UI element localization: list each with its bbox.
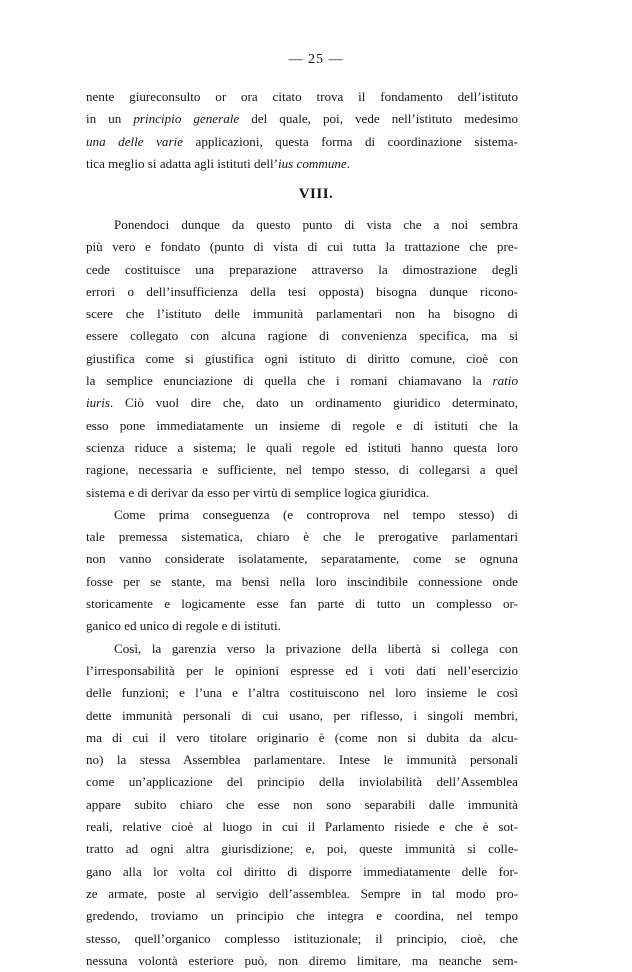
text-segment: delle funzioni; e l’una e l’altra costituiscono nel loro insieme le così — [86, 685, 518, 701]
text-segment: gredendo, troviamo un principio che integra e coordina, nel tempo — [86, 908, 518, 924]
text-line — [86, 638, 518, 660]
text-segment: ma di cui il vero titolare originario è (come non si dubita da alcu- — [86, 729, 518, 745]
text-line — [86, 838, 518, 860]
text-line — [86, 593, 518, 615]
text-segment: nente giureconsulto or ora citato trova il fondamento dell’istituto — [86, 89, 518, 104]
intro-paragraph — [86, 86, 518, 175]
italic-text: principio generale — [133, 111, 240, 127]
text-line — [86, 86, 518, 108]
text-segment: esso pone immediatamente un insieme di regole e di istituti che la — [86, 417, 518, 433]
text-line — [86, 526, 518, 548]
text-segment: no) la stessa Assemblea parlamentare. Intese le immunità personali — [86, 752, 518, 768]
text-segment: nessuna volontà esteriore può, non diremo limitare, ma neanche sem- — [86, 952, 518, 968]
text-line — [86, 504, 518, 526]
text-segment: cede costituisce una preparazione attraverso la dimostrazione degli — [86, 261, 518, 277]
text-segment: Come prima conseguenza (e controprova nel tempo stesso) di — [114, 506, 518, 522]
text-line — [86, 131, 518, 153]
text-segment: reali, relative cioè al luogo in cui il Parlamento risiede e che è sot- — [86, 819, 518, 835]
text-line — [86, 548, 518, 570]
text-segment: in un — [86, 111, 134, 127]
page-number: — 25 — — [288, 52, 344, 67]
text-segment: appare subito chiaro che esse non sono separabili dalle immunità — [86, 796, 518, 812]
text-line — [86, 108, 518, 130]
text-segment: errori o dell’insufficienza della tesi opposta) bisogna dunque ricono- — [86, 283, 518, 299]
italic-text: ratio — [492, 373, 518, 389]
text-segment: non vanno considerate isolatamente, separatamente, come se ognuna — [86, 551, 518, 567]
text-line — [86, 437, 518, 459]
section-heading: VIII. — [298, 186, 334, 202]
text-line — [86, 928, 518, 950]
text-line — [86, 348, 518, 370]
text-line — [86, 861, 518, 883]
text-segment: Così, la garenzia verso la privazione della libertà si collega con — [114, 640, 518, 656]
text-line — [86, 794, 518, 816]
text-segment: fosse per se stante, ma bensì nella loro inscindibile connessione onde — [86, 573, 518, 589]
text-segment: tica meglio si adatta agli istituti dell’ — [86, 155, 278, 171]
text-line — [86, 482, 518, 504]
text-line — [86, 682, 518, 704]
text-line — [86, 771, 518, 793]
text-line — [86, 816, 518, 838]
text-segment: ragione, necessaria e sufficiente, nel tempo stesso, di collegarsi a quel — [86, 462, 518, 478]
italic-text: ius commune — [278, 155, 347, 171]
text-segment: dette immunità personali di cui usano, per riflesso, i singoli membri, — [86, 707, 518, 723]
text-line — [86, 950, 518, 972]
text-line — [86, 214, 518, 236]
text-segment: sistema e di derivar da esso per virtù di semplice logica giuridica. — [86, 484, 430, 500]
text-line — [86, 259, 518, 281]
text-segment: l’irresponsabilità per le opinioni espresse ed i voti dati nell’esercizio — [86, 662, 518, 678]
text-line — [86, 615, 518, 637]
text-line — [86, 705, 518, 727]
text-line — [86, 153, 518, 175]
text-segment: ganico ed unico di regole e di istituti. — [86, 618, 281, 634]
text-line — [86, 415, 518, 437]
text-line — [86, 392, 518, 414]
text-segment: tratto ad ogni altra giurisdizione; e, poi, queste immunità si colle- — [86, 841, 518, 857]
text-segment: ze armate, poste al servigio dell’assemblea. Sempre in tal modo pro- — [86, 885, 518, 901]
text-segment: come un’applicazione del principio della inviolabilità dell’Assemblea — [86, 774, 518, 790]
text-segment: del quale, poi, vede nell’istituto medesimo — [239, 111, 518, 127]
body-text — [86, 214, 518, 972]
text-segment: scere che l’istituto delle immunità parlamentari non ha bisogno di — [86, 306, 518, 322]
text-segment: giustifica come si giustifica ogni istituto di diritto comune, cioè con — [86, 350, 518, 366]
text-segment: più vero e fondato (punto di vista di cui tutta la trattazione che pre- — [86, 239, 518, 255]
text-segment: applicazioni, questa forma di coordinazione sistema- — [183, 133, 518, 149]
text-segment: stesso, quell’organico complesso istituzionale; il principio, cioè, che — [86, 930, 518, 946]
text-line — [86, 571, 518, 593]
text-line — [86, 459, 518, 481]
text-line — [86, 727, 518, 749]
text-line — [86, 905, 518, 927]
text-segment: essere collegato con alcuna ragione di convenienza specifica, ma si — [86, 328, 518, 344]
text-line — [86, 325, 518, 347]
text-segment: la semplice enunciazione di quella che i romani chiamavano la — [86, 373, 493, 389]
text-segment: gano alla lor volta col diritto di disporre immediatamente delle for- — [86, 863, 518, 879]
italic-text: una delle varie — [86, 133, 183, 149]
text-line — [86, 749, 518, 771]
text-line — [86, 303, 518, 325]
text-line — [86, 370, 518, 392]
text-segment: Ponendoci dunque da questo punto di vista che a noi sembra — [114, 217, 518, 232]
text-segment: . — [346, 155, 351, 171]
text-line — [86, 236, 518, 258]
text-line — [86, 281, 518, 303]
text-segment: scienza riduce a sistema; le quali regole ed istituti hanno questa loro — [86, 439, 518, 455]
text-segment: storicamente e logicamente esse fan parte di tutto un complesso or- — [86, 596, 518, 612]
text-segment: . Ciò vuol dire che, dato un ordinamento giuridico determinato, — [110, 395, 518, 411]
text-line — [86, 883, 518, 905]
text-segment: tale premessa sistematica, chiaro è che le prerogative parlamentari — [86, 529, 518, 545]
italic-text: iuris — [86, 395, 111, 411]
text-line — [86, 660, 518, 682]
